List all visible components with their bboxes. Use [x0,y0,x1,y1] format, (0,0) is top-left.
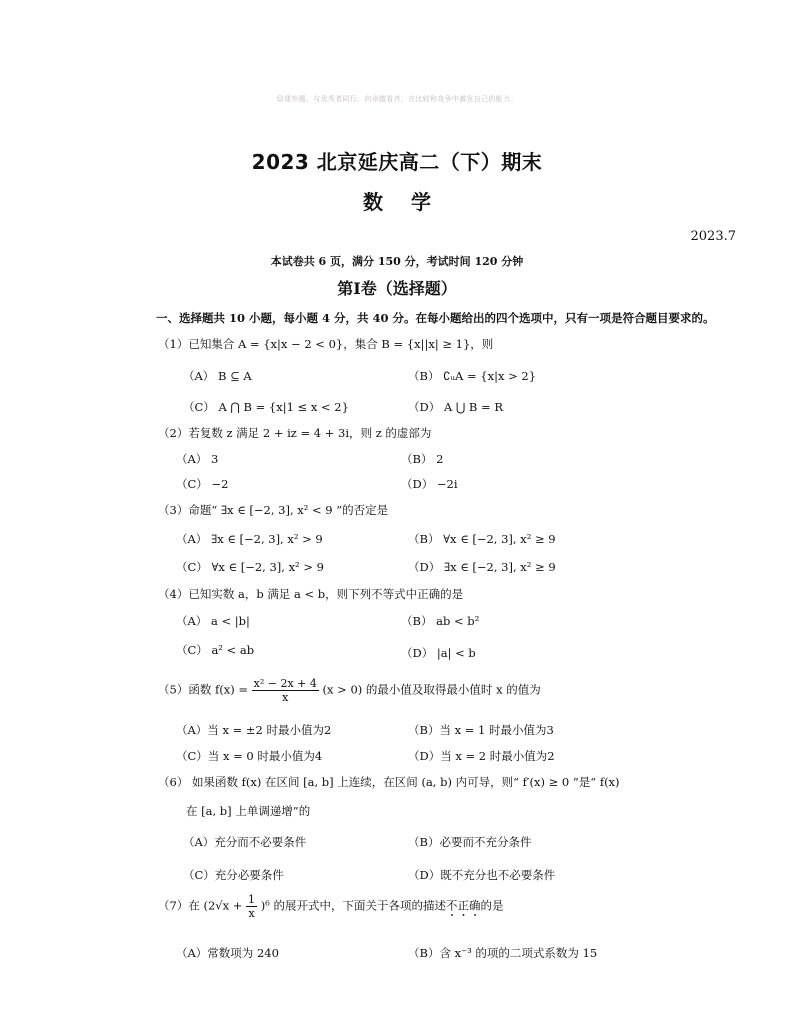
q7-option-b: （B）含 x⁻³ 的项的二项式系数为 15 [408,946,598,960]
q4-option-b: （B） ab < b² [401,614,480,628]
q6-option-a: （A）充分而不必要条件 [183,835,307,849]
q2-option-a: （A） 3 [176,452,219,466]
q3-option-c: （C） ∀x ∈ [−2, 3], x² > 9 [176,560,324,574]
q5-option-c: （C）当 x = 0 时最小值为4 [176,749,323,763]
page-title: 2023 北京延庆高二（下）期末 [251,150,543,174]
q3-option-b: （B） ∀x ∈ [−2, 3], x² ≥ 9 [408,532,556,546]
q2-option-c: （C） −2 [176,477,229,491]
q5-stem-prefix: （5）函数 f(x) = [158,682,252,697]
q7-stem-prefix: （7）在 (2√x + [158,898,247,913]
question-3-stem: （3）命题“ ∃x ∈ [−2, 3], x² < 9 ”的否定是 [158,503,389,517]
q1-option-a: （A） B ⊆ A [183,369,252,383]
section-heading: 一、选择题共 10 小题，每小题 4 分，共 40 分。在每小题给出的四个选项中，只有一项是符合题目要求的。 [156,311,715,325]
q6-option-b: （B）必要而不充分条件 [408,835,532,849]
q5-stem-suffix: (x > 0) 的最小值及取得最小值时 x 的值为 [322,682,541,697]
q3-option-d: （D） ∃x ∈ [−2, 3], x² ≥ 9 [408,560,556,574]
q7-stem-suffix: )⁶ 的展开式中，下面关于各项的描述 [260,898,446,913]
exam-date: 2023.7 [690,229,736,244]
q7-fraction-denominator: x [248,907,255,920]
question-7-stem [158,893,503,920]
q4-option-d: （D） |a| < b [401,646,476,660]
q5-option-a: （A）当 x = ±2 时最小值为2 [176,723,332,737]
question-5-stem [158,677,541,704]
q4-option-a: （A） a < |b| [176,614,250,628]
q6-option-c: （C）充分必要条件 [183,868,284,882]
question-4-stem: （4）已知实数 a，b 满足 a < b，则下列不等式中正确的是 [158,587,464,601]
q2-option-b: （B） 2 [401,452,444,466]
q5-fraction-denominator: x [282,691,289,704]
q5-option-d: （D）当 x = 2 时最小值为2 [408,749,555,763]
question-1-stem: （1）已知集合 A = {x|x − 2 < 0}，集合 B = {x||x| ≥ 1}，则 [158,337,494,351]
exam-info: 本试卷共 6 页，满分 150 分，考试时间 120 分钟 [270,255,524,268]
subject-title: 数学 [363,190,459,214]
q7-emphasis: 不正确 [445,898,481,913]
q6-option-d: （D）既不充分也不必要条件 [408,868,556,882]
q1-option-d: （D） A ⋃ B = R [408,400,503,414]
q1-option-c: （C） A ⋂ B = {x|1 ≤ x < 2} [183,400,349,414]
q7-fraction-numerator: 1 [248,893,256,906]
question-6-stem-cont: 在 [a, b] 上单调递增”的 [186,804,311,818]
q4-option-c: （C） a² < ab [176,643,255,657]
q5-fraction-numerator: x² − 2x + 4 [253,677,317,690]
q5-option-b: （B）当 x = 1 时最小值为3 [408,723,554,737]
part-title: 第Ⅰ卷（选择题） [337,279,457,298]
question-6-stem: （6） 如果函数 f(x) 在区间 [a, b] 上连续，在区间 (a, b) 内可导，则“ f′(x) ≥ 0 ”是“ f(x) [158,775,620,789]
q5-fraction [252,677,319,704]
q7-option-a: （A）常数项为 240 [176,946,279,960]
q7-stem-end: 的是 [480,898,504,913]
q2-option-d: （D） −2i [401,477,458,491]
q3-option-a: （A） ∃x ∈ [−2, 3], x² > 9 [176,532,323,546]
q7-fraction [246,893,257,920]
question-2-stem: （2）若复数 z 满足 2 + iz = 4 + 3i，则 z 的虚部为 [158,426,432,440]
q1-option-b: （B） ∁ᵤA = {x|x > 2} [408,369,537,383]
watermark: ☺课外题，与优秀者同行，向卓越看齐，在比较和竞争中激发自己的能力。 [276,95,518,103]
